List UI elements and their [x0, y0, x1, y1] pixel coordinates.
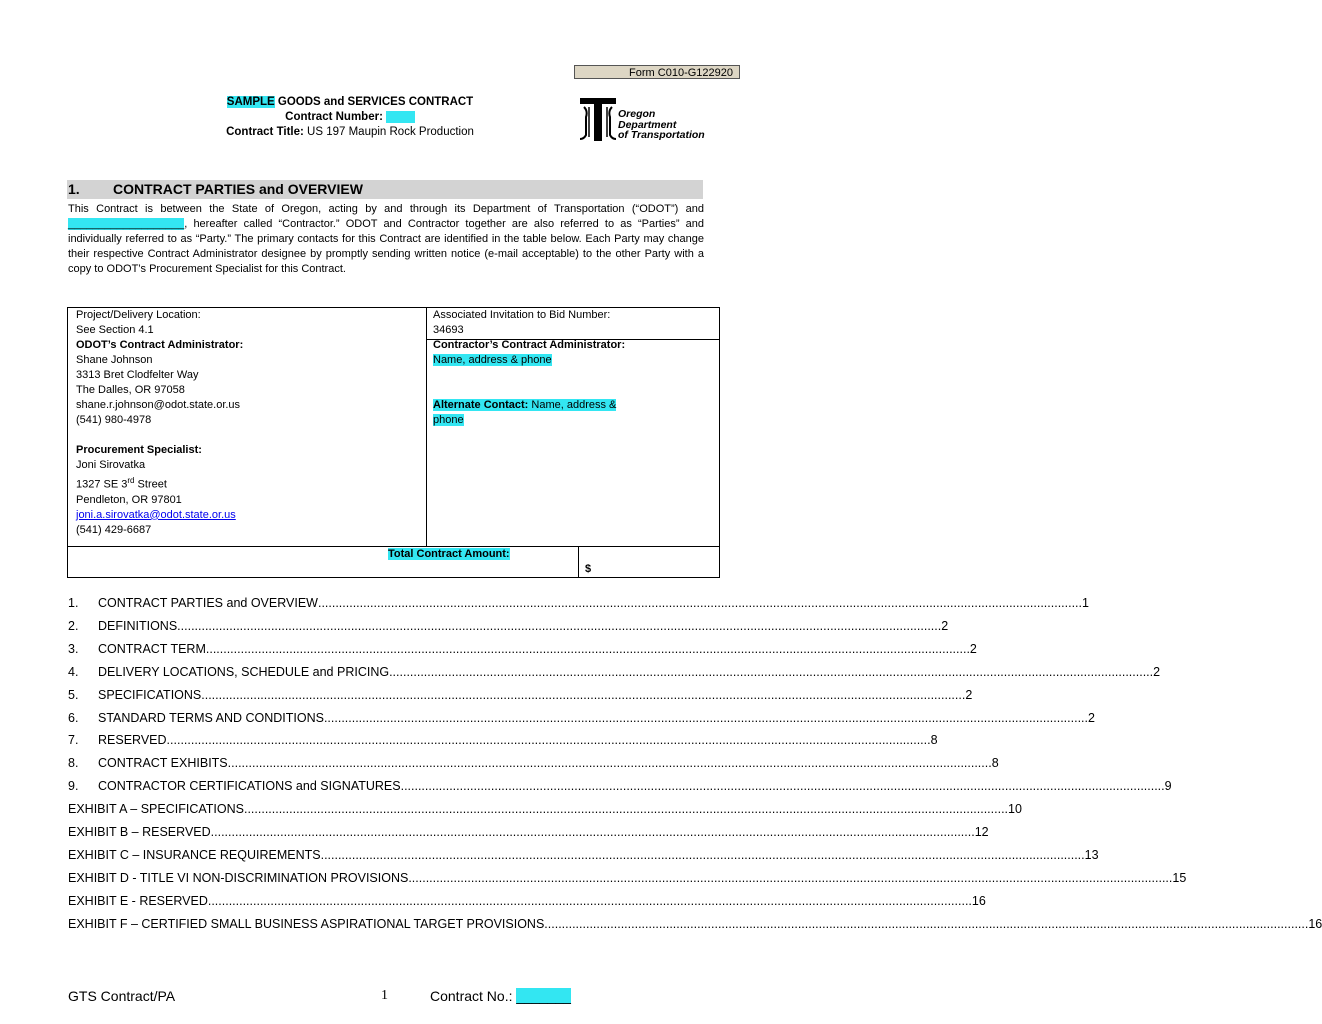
itb-cell [433, 308, 713, 338]
alternate-contact-label: Alternate Contact: [433, 399, 529, 411]
odot-contacts-cell [76, 308, 421, 538]
paragraph-rest: , hereafter called “Contractor.” ODOT and Contractor together are also referred to as “Parties” and individually referred to as “Party.” The primary contacts for this Contract are identified in the table below. Each Party may change their respective Contract Administrator designee by promptly sending written notice (e-mail acceptable) to the other Party with a copy to ODOT’s Procurement Specialist for this Contract. [68, 218, 704, 275]
alternate-contact-field[interactable]: Name, address & [528, 399, 617, 411]
toc-entry-title: DEFINITIONS [98, 618, 178, 633]
toc-entry[interactable] [68, 641, 977, 657]
toc-entry-page: 9 [1164, 779, 1172, 794]
toc-entry[interactable] [68, 870, 1187, 886]
toc-entry-page: 10 [1008, 802, 1022, 817]
toc-entry-number: 8. [68, 756, 79, 771]
odot-admin-address-2: The Dalles, OR 97058 [76, 384, 185, 396]
logo-line-2: Department [618, 118, 677, 131]
procurement-email-link[interactable]: joni.a.sirovatka@odot.state.or.us [76, 508, 236, 521]
procurement-phone: (541) 429-6687 [76, 523, 152, 536]
contract-number-line [150, 110, 550, 125]
section-paragraph [68, 202, 704, 277]
toc-leader-dots: ............................................................................................................................................................................................................................ [317, 596, 1083, 610]
toc-leader-dots: ............................................................................................................................................................................................................................ [544, 916, 1309, 931]
procurement-address-1: 1327 SE 3rd Street [76, 476, 167, 491]
footer-left: GTS Contract/PA [68, 988, 176, 1004]
logo-line-1: Oregon [618, 108, 656, 120]
project-location-label: Project/Delivery Location: [76, 309, 201, 321]
toc-entry-page: 2 [1088, 710, 1095, 725]
toc-entry-title: CONTRACT TERM [98, 641, 206, 656]
toc-entry-number: 6. [68, 710, 79, 725]
toc-entry-page: 1 [1082, 596, 1089, 610]
toc-entry-title: STANDARD TERMS AND CONDITIONS [98, 710, 324, 725]
toc-entry[interactable] [68, 596, 1089, 611]
toc-entry-title: DELIVERY LOCATIONS, SCHEDULE and PRICING [98, 664, 390, 679]
toc-entry-title: CONTRACT EXHIBITS [98, 756, 228, 771]
toc-leader-dots: ............................................................................................................................................................................................................................ [210, 825, 975, 839]
total-label: Total Contract Amount: [388, 548, 510, 560]
toc-entry-title: RESERVED [98, 733, 167, 748]
odot-logo [578, 95, 718, 145]
toc-entry-page: 8 [930, 733, 938, 748]
toc-entry-page: 16 [1308, 916, 1322, 931]
form-number: Form C010-G122920 [574, 65, 740, 79]
itb-label: Associated Invitation to Bid Number: [433, 309, 611, 321]
toc-entry[interactable] [68, 916, 1322, 932]
toc-leader-dots: ............................................................................................................................................................................................................................ [207, 893, 972, 908]
toc-entry-title: EXHIBIT A – SPECIFICATIONS [68, 802, 244, 817]
toc-leader-dots: ............................................................................................................................................................................................................................ [400, 779, 1165, 794]
toc-entry-page: 13 [1084, 847, 1099, 862]
procurement-address-2: Pendleton, OR 97801 [76, 493, 182, 506]
toc-leader-dots: ............................................................................................................................................................................................................................ [201, 687, 966, 702]
toc-entry-title: CONTRACTOR CERTIFICATIONS and SIGNATURES [98, 779, 401, 794]
contract-title-label: Contract Title: [226, 126, 304, 138]
toc-entry[interactable] [68, 687, 973, 703]
footer-contract-number: Contract No.: _______ [430, 988, 571, 1004]
section-number: 1. [68, 181, 80, 197]
logo-line-3: of Transportation [618, 129, 705, 141]
toc-entry-title: EXHIBIT C – INSURANCE REQUIREMENTS [68, 847, 321, 862]
odot-admin-label: ODOT’s Contract Administrator: [76, 339, 244, 351]
toc-entry[interactable] [68, 664, 1161, 680]
toc-leader-dots: ............................................................................................................................................................................................................................ [227, 756, 992, 771]
odot-t-logo-icon [578, 95, 618, 143]
toc-entry[interactable] [68, 710, 1095, 726]
odot-admin-address-1: 3313 Bret Clodfelter Way [76, 369, 199, 381]
toc-entry-page: 12 [974, 825, 989, 839]
procurement-label: Procurement Specialist: [76, 444, 202, 456]
toc-entry-number: 9. [68, 779, 79, 794]
toc-entry[interactable] [68, 779, 1172, 794]
footer-page-number: 1 [381, 988, 388, 1003]
project-location-value: See Section 4.1 [76, 324, 154, 336]
contract-number-label: Contract Number: [285, 111, 387, 123]
toc-entry-page: 2 [941, 618, 949, 633]
contract-number-field[interactable] [386, 111, 415, 123]
toc-leader-dots: ............................................................................................................................................................................................................................ [177, 618, 942, 633]
footer-contract-number-field[interactable]: _______ [516, 988, 571, 1004]
toc-entry-title: EXHIBIT D - TITLE VI NON-DISCRIMINATION PROVISIONS [68, 870, 409, 885]
toc-entry-page: 8 [991, 756, 999, 771]
itb-value: 34693 [433, 324, 464, 336]
sample-highlight: SAMPLE [226, 96, 275, 108]
contract-title-line [150, 125, 550, 140]
toc-entry[interactable] [68, 893, 986, 909]
toc-entry-number: 3. [68, 641, 79, 656]
toc-entry-title: EXHIBIT B – RESERVED [68, 825, 211, 839]
toc-leader-dots: ............................................................................................................................................................................................................................ [323, 710, 1088, 725]
toc-entry-page: 2 [965, 687, 973, 702]
contractor-name-field[interactable]: ___________________ [68, 218, 185, 230]
toc-entry-title: EXHIBIT E - RESERVED [68, 893, 208, 908]
toc-leader-dots: ............................................................................................................................................................................................................................ [389, 664, 1154, 679]
toc-entry-number: 7. [68, 733, 79, 748]
contract-type: GOODS and SERVICES CONTRACT [274, 96, 474, 108]
toc-leader-dots: ............................................................................................................................................................................................................................ [243, 802, 1009, 817]
total-value-field[interactable]: $ [585, 563, 592, 575]
alternate-contact-field-2[interactable]: phone [433, 414, 464, 426]
odot-admin-email: shane.r.johnson@odot.state.or.us [76, 399, 241, 411]
toc-entry[interactable] [68, 756, 999, 771]
contractor-admin-label: Contractor’s Contract Administrator: [433, 339, 626, 351]
toc-entry[interactable] [68, 618, 949, 634]
contract-title-value: US 197 Maupin Rock Production [303, 126, 474, 138]
toc-leader-dots: ............................................................................................................................................................................................................................ [205, 641, 970, 656]
toc-leader-dots: ............................................................................................................................................................................................................................ [320, 847, 1085, 862]
paragraph-start: This Contract is between the State of Oregon, acting by and through its Department of Transportation (“ODOT”) and [68, 203, 704, 215]
toc-entry-title: CONTRACT PARTIES and OVERVIEW [98, 596, 318, 610]
table-divider [578, 546, 579, 578]
toc-entry-number: 4. [68, 664, 79, 679]
contractor-contacts-cell [433, 338, 713, 428]
toc-entry[interactable] [68, 847, 1099, 863]
toc-entry-page: 16 [971, 893, 986, 908]
odot-admin-phone: (541) 980-4978 [76, 414, 152, 426]
toc-entry-title: EXHIBIT F – CERTIFIED SMALL BUSINESS ASPIRATIONAL TARGET PROVISIONS [68, 916, 545, 931]
toc-leader-dots: ............................................................................................................................................................................................................................ [166, 733, 931, 748]
toc-leader-dots: ............................................................................................................................................................................................................................ [408, 870, 1173, 885]
toc-entry-page: 2 [1153, 664, 1161, 679]
procurement-name: Joni Sirovatka [76, 459, 146, 471]
toc-entry-number: 5. [68, 687, 79, 702]
toc-entry-number: 1. [68, 596, 79, 610]
toc-entry-page: 2 [969, 641, 977, 656]
toc-entry[interactable] [68, 825, 989, 840]
toc-entry-title: SPECIFICATIONS [98, 687, 202, 702]
contract-heading [150, 95, 550, 110]
section-title: CONTRACT PARTIES and OVERVIEW [113, 181, 363, 197]
toc-entry-number: 2. [68, 618, 79, 633]
toc-entry-page: 15 [1172, 870, 1187, 885]
contractor-admin-field[interactable]: Name, address & phone [433, 354, 552, 366]
table-divider [426, 307, 427, 547]
odot-admin-name: Shane Johnson [76, 354, 153, 366]
toc-entry[interactable] [68, 802, 1022, 817]
toc-entry[interactable] [68, 733, 938, 748]
